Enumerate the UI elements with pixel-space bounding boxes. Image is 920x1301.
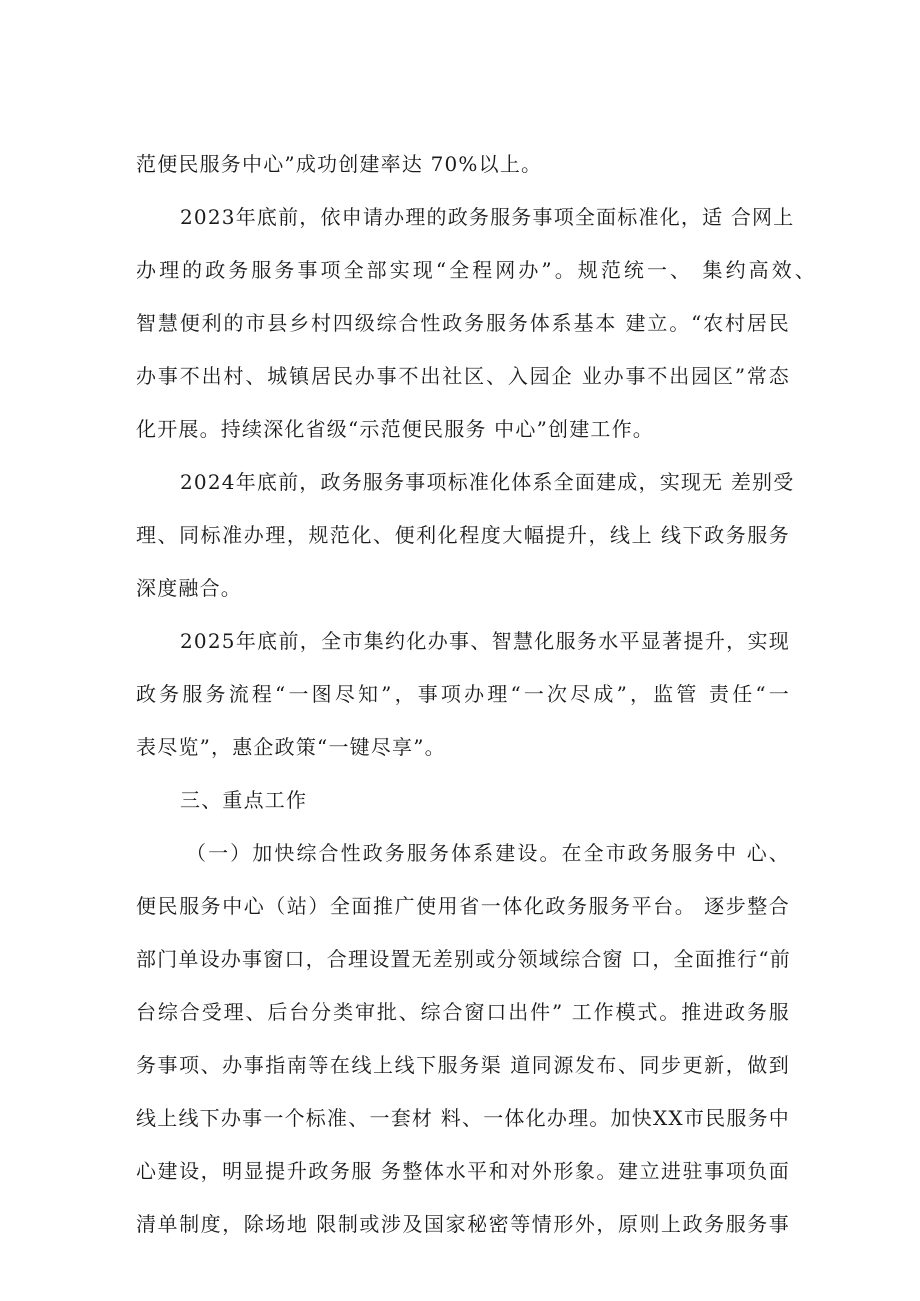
text-line-12: 表尽览”，惠企政策“一键尽享”。 xyxy=(136,735,446,759)
text-line-1: 范便民服务中心”成功创建率达 70%以上。 xyxy=(136,152,543,176)
text-line-19: 线上线下办事一个标准、一套材 料、一体化办理。加快XX市民服务中 xyxy=(136,1106,790,1130)
text-line-16: 部门单设办事窗口，合理设置无差别或分领域综合窗 口，全面推行“前 xyxy=(136,947,791,971)
text-line-17: 台综合受理、后台分类审批、综合窗口出件” 工作模式。推进政务服 xyxy=(136,1000,790,1024)
text-line-5: 办事不出村、城镇居民办事不出社区、入园企 业办事不出园区”常态 xyxy=(136,364,790,388)
text-line-18: 务事项、办事指南等在线上线下服务渠 道同源发布、同步更新，做到 xyxy=(136,1053,790,1077)
text-line-6: 化开展。持续深化省级“示范便民服务 中心”创建工作。 xyxy=(136,417,655,441)
text-line-10: 2025年底前，全市集约化办事、智慧化服务水平显著提升，实现 xyxy=(180,629,790,653)
text-line-9: 深度融合。 xyxy=(136,576,242,600)
text-line-14: （一）加快综合性政务服务体系建设。在全市政务服务中 心、 xyxy=(186,841,790,865)
section-heading: 三、重点工作 xyxy=(180,788,308,812)
text-line-15: 便民服务中心（站）全面推广使用省一体化政务服务平台。 逐步整合 xyxy=(136,894,790,918)
text-line-8: 理、同标准办理，规范化、便利化程度大幅提升，线上 线下政务服务 xyxy=(136,523,790,547)
text-line-3: 办理的政务服务事项全部实现“全程网办”。规范统一、 集约高效、 xyxy=(136,258,816,282)
text-line-7: 2024年底前，政务服务事项标准化体系全面建成，实现无 差别受 xyxy=(180,470,795,494)
text-line-11: 政务服务流程“一图尽知”，事项办理“一次尽成”，监管 责任“一 xyxy=(136,682,790,706)
text-line-4: 智慧便利的市县乡村四级综合性政务服务体系基本 建立。“农村居民 xyxy=(136,311,790,335)
text-line-2: 2023年底前，依申请办理的政务服务事项全面标准化，适 合网上 xyxy=(180,205,795,229)
text-line-20: 心建设，明显提升政务服 务整体水平和对外形象。建立进驻事项负面 xyxy=(136,1159,790,1183)
text-line-21: 清单制度，除场地 限制或涉及国家秘密等情形外，原则上政务服务事 xyxy=(136,1212,790,1236)
